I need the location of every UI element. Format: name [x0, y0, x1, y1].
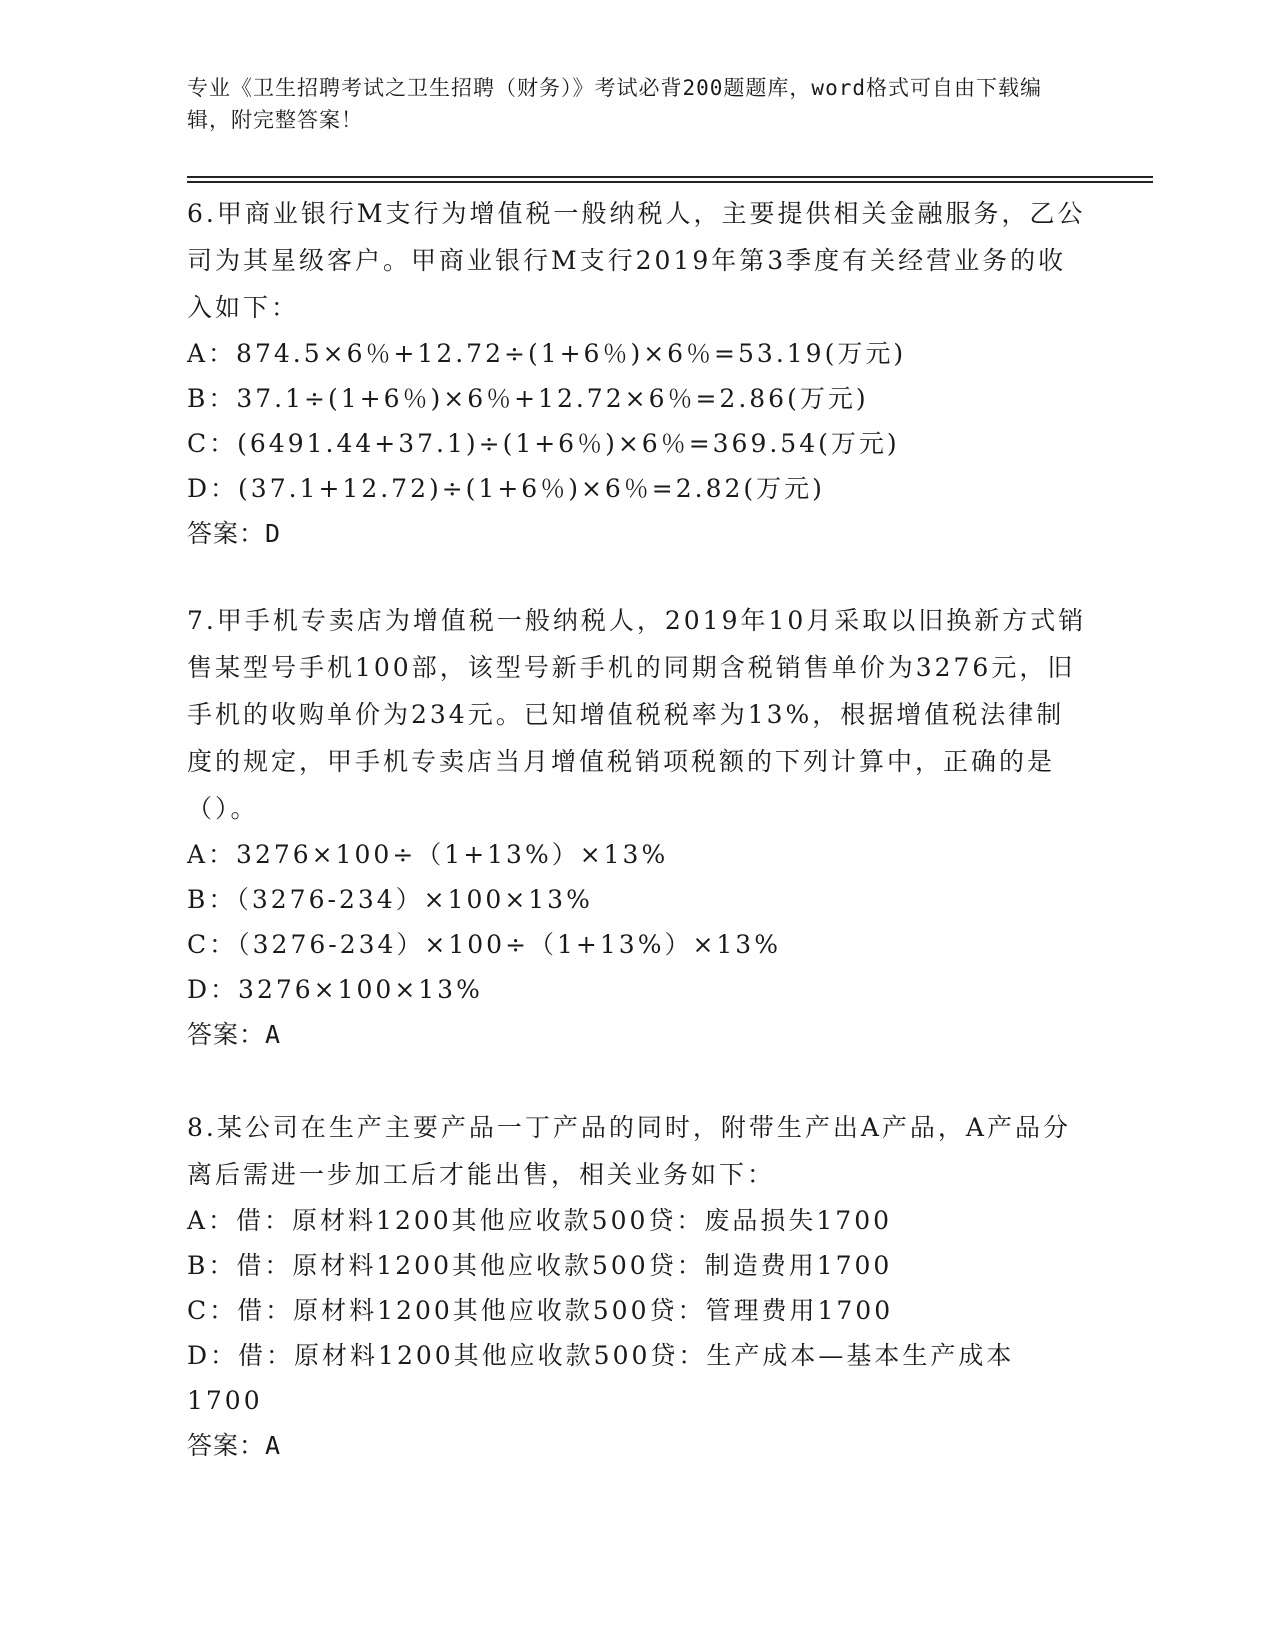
question-6 — [187, 190, 1087, 557]
question-stem: 8.某公司在生产主要产品一丁产品的同时，附带生产出A产品，A产品分离后需进一步加工后才能出售，相关业务如下： — [187, 1113, 1071, 1189]
header-divider-top — [187, 176, 1153, 178]
option-a: A：借：原材料1200其他应收款500贷：废品损失1700 — [187, 1206, 893, 1235]
option-d: D：3276×100×13% — [187, 975, 483, 1004]
option-b: B：借：原材料1200其他应收款500贷：制造费用1700 — [187, 1251, 893, 1280]
option-c: C：（3276-234）×100÷（1+13%）×13% — [187, 930, 781, 959]
option-b: B：37.1÷(1+6％)×6％+12.72×6％=2.86(万元) — [187, 384, 869, 413]
answer: 答案：A — [187, 1020, 282, 1049]
document-header: 专业《卫生招聘考试之卫生招聘（财务）》考试必背200题题库，word格式可自由下载编辑，附完整答案！ — [187, 76, 1042, 132]
answer: 答案：D — [187, 519, 282, 548]
question-7 — [187, 597, 1087, 1058]
question-8 — [187, 1104, 1087, 1469]
option-c: C：(6491.44+37.1)÷(1+6％)×6％=369.54(万元) — [187, 429, 900, 458]
answer: 答案：A — [187, 1431, 282, 1460]
header-divider-bottom — [187, 181, 1153, 183]
option-a: A：874.5×6％+12.72÷(1+6％)×6％=53.19(万元) — [187, 339, 907, 368]
question-stem: 6.甲商业银行M支行为增值税一般纳税人，主要提供相关金融服务，乙公司为其星级客户。甲商业银行M支行2019年第3季度有关经营业务的收入如下： — [187, 199, 1086, 322]
option-b: B：（3276-234）×100×13% — [187, 885, 593, 914]
option-d: D：(37.1+12.72)÷(1+6％)×6％=2.82(万元) — [187, 474, 825, 503]
question-stem: 7.甲手机专卖店为增值税一般纳税人，2019年10月采取以旧换新方式销售某型号手机100部，该型号新手机的同期含税销售单价为3276元，旧手机的收购单价为234元。已知增值税税率为13%，根据增值税法律制度的规定，甲手机专卖店当月增值税销项税额的下列计算中，正确的是（）。 — [187, 606, 1087, 823]
option-d: D：借：原材料1200其他应收款500贷：生产成本—基本生产成本1700 — [187, 1341, 1015, 1415]
option-c: C：借：原材料1200其他应收款500贷：管理费用1700 — [187, 1296, 894, 1325]
option-a: A：3276×100÷（1+13%）×13% — [187, 840, 669, 869]
